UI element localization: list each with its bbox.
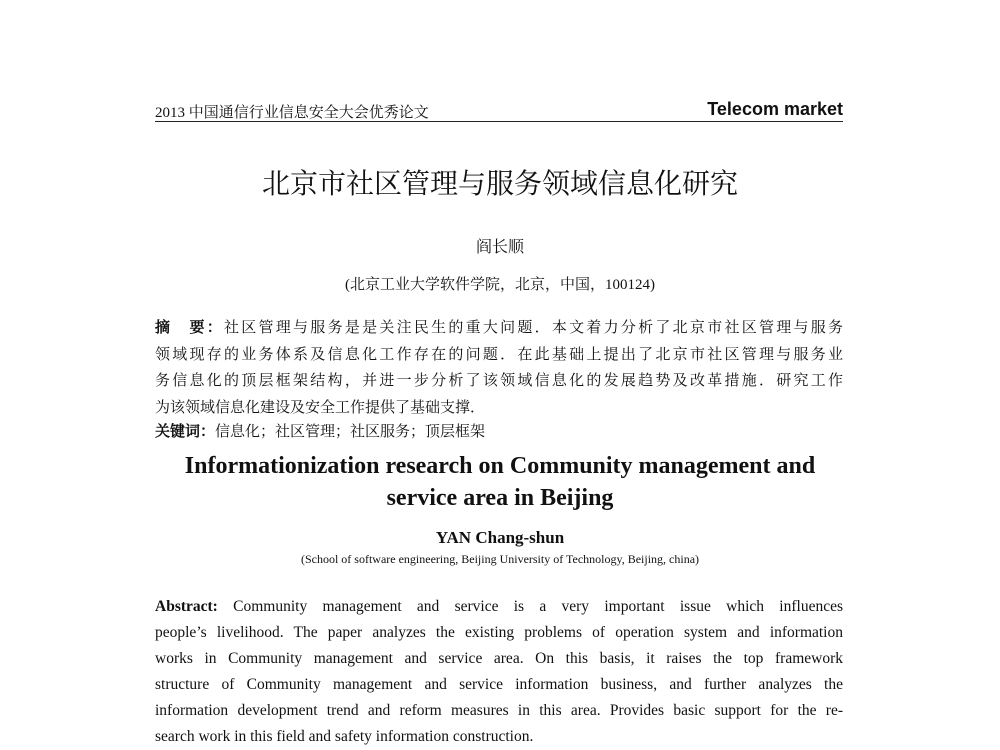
chinese-author: 阎长顺 [475, 239, 524, 256]
abstract-line: people’s livelihood. The paper analyzes the existing problems of operation system and information [155, 624, 843, 641]
keywords-text: 信息化；社区管理；社区服务；顶层框架 [215, 424, 486, 440]
conference-header: 2013 中国通信行业信息安全大会优秀论文 [155, 105, 429, 121]
chinese-title: 北京市社区管理与服务领域信息化研究 [261, 167, 738, 200]
abstract-line: 摘 要：社区管理与服务是是关注民生的重大问题．本文着力分析了北京市社区管理与服务 [155, 320, 843, 336]
english-abstract [155, 594, 843, 750]
chinese-abstract [155, 315, 843, 421]
chinese-keywords [155, 420, 485, 441]
english-author: YAN Chang-shun [435, 528, 565, 547]
abstract-line: information development trend and reform measures in this area. Provides basic support for the re- [155, 702, 843, 719]
header-rule [155, 121, 843, 122]
keywords-label: 关键词： [155, 424, 216, 440]
abstract-line: 务信息化的顶层框架结构，并进一步分析了该领域信息化的发展趋势及改革措施．研究工作 [155, 373, 843, 389]
abstract-label: Abstract: [155, 598, 218, 615]
english-title: Informationization research on Community management and service area in Beijing [184, 453, 816, 511]
abstract-label: 摘 要： [155, 320, 225, 336]
journal-name: Telecom market [707, 99, 843, 119]
abstract-line: works in Community management and service area. On this basis, it raises the top framework [155, 650, 843, 667]
abstract-line: search work in this field and safety information construction. [155, 728, 534, 745]
abstract-line: 领域现存的业务体系及信息化工作存在的问题．在此基础上提出了北京市社区管理与服务业 [155, 346, 843, 363]
abstract-line: Abstract: Community management and service is a very important issue which influences [155, 598, 844, 615]
chinese-affiliation: (北京工业大学软件学院，北京，中国，100124) [345, 277, 655, 293]
abstract-line: structure of Community management and service information business, and further analyzes the [155, 676, 843, 693]
abstract-line: 为该领域信息化建设及安全工作提供了基础支撑． [155, 399, 486, 416]
english-affiliation: (School of software engineering, Beijing University of Technology, Beijing, china) [300, 552, 700, 566]
